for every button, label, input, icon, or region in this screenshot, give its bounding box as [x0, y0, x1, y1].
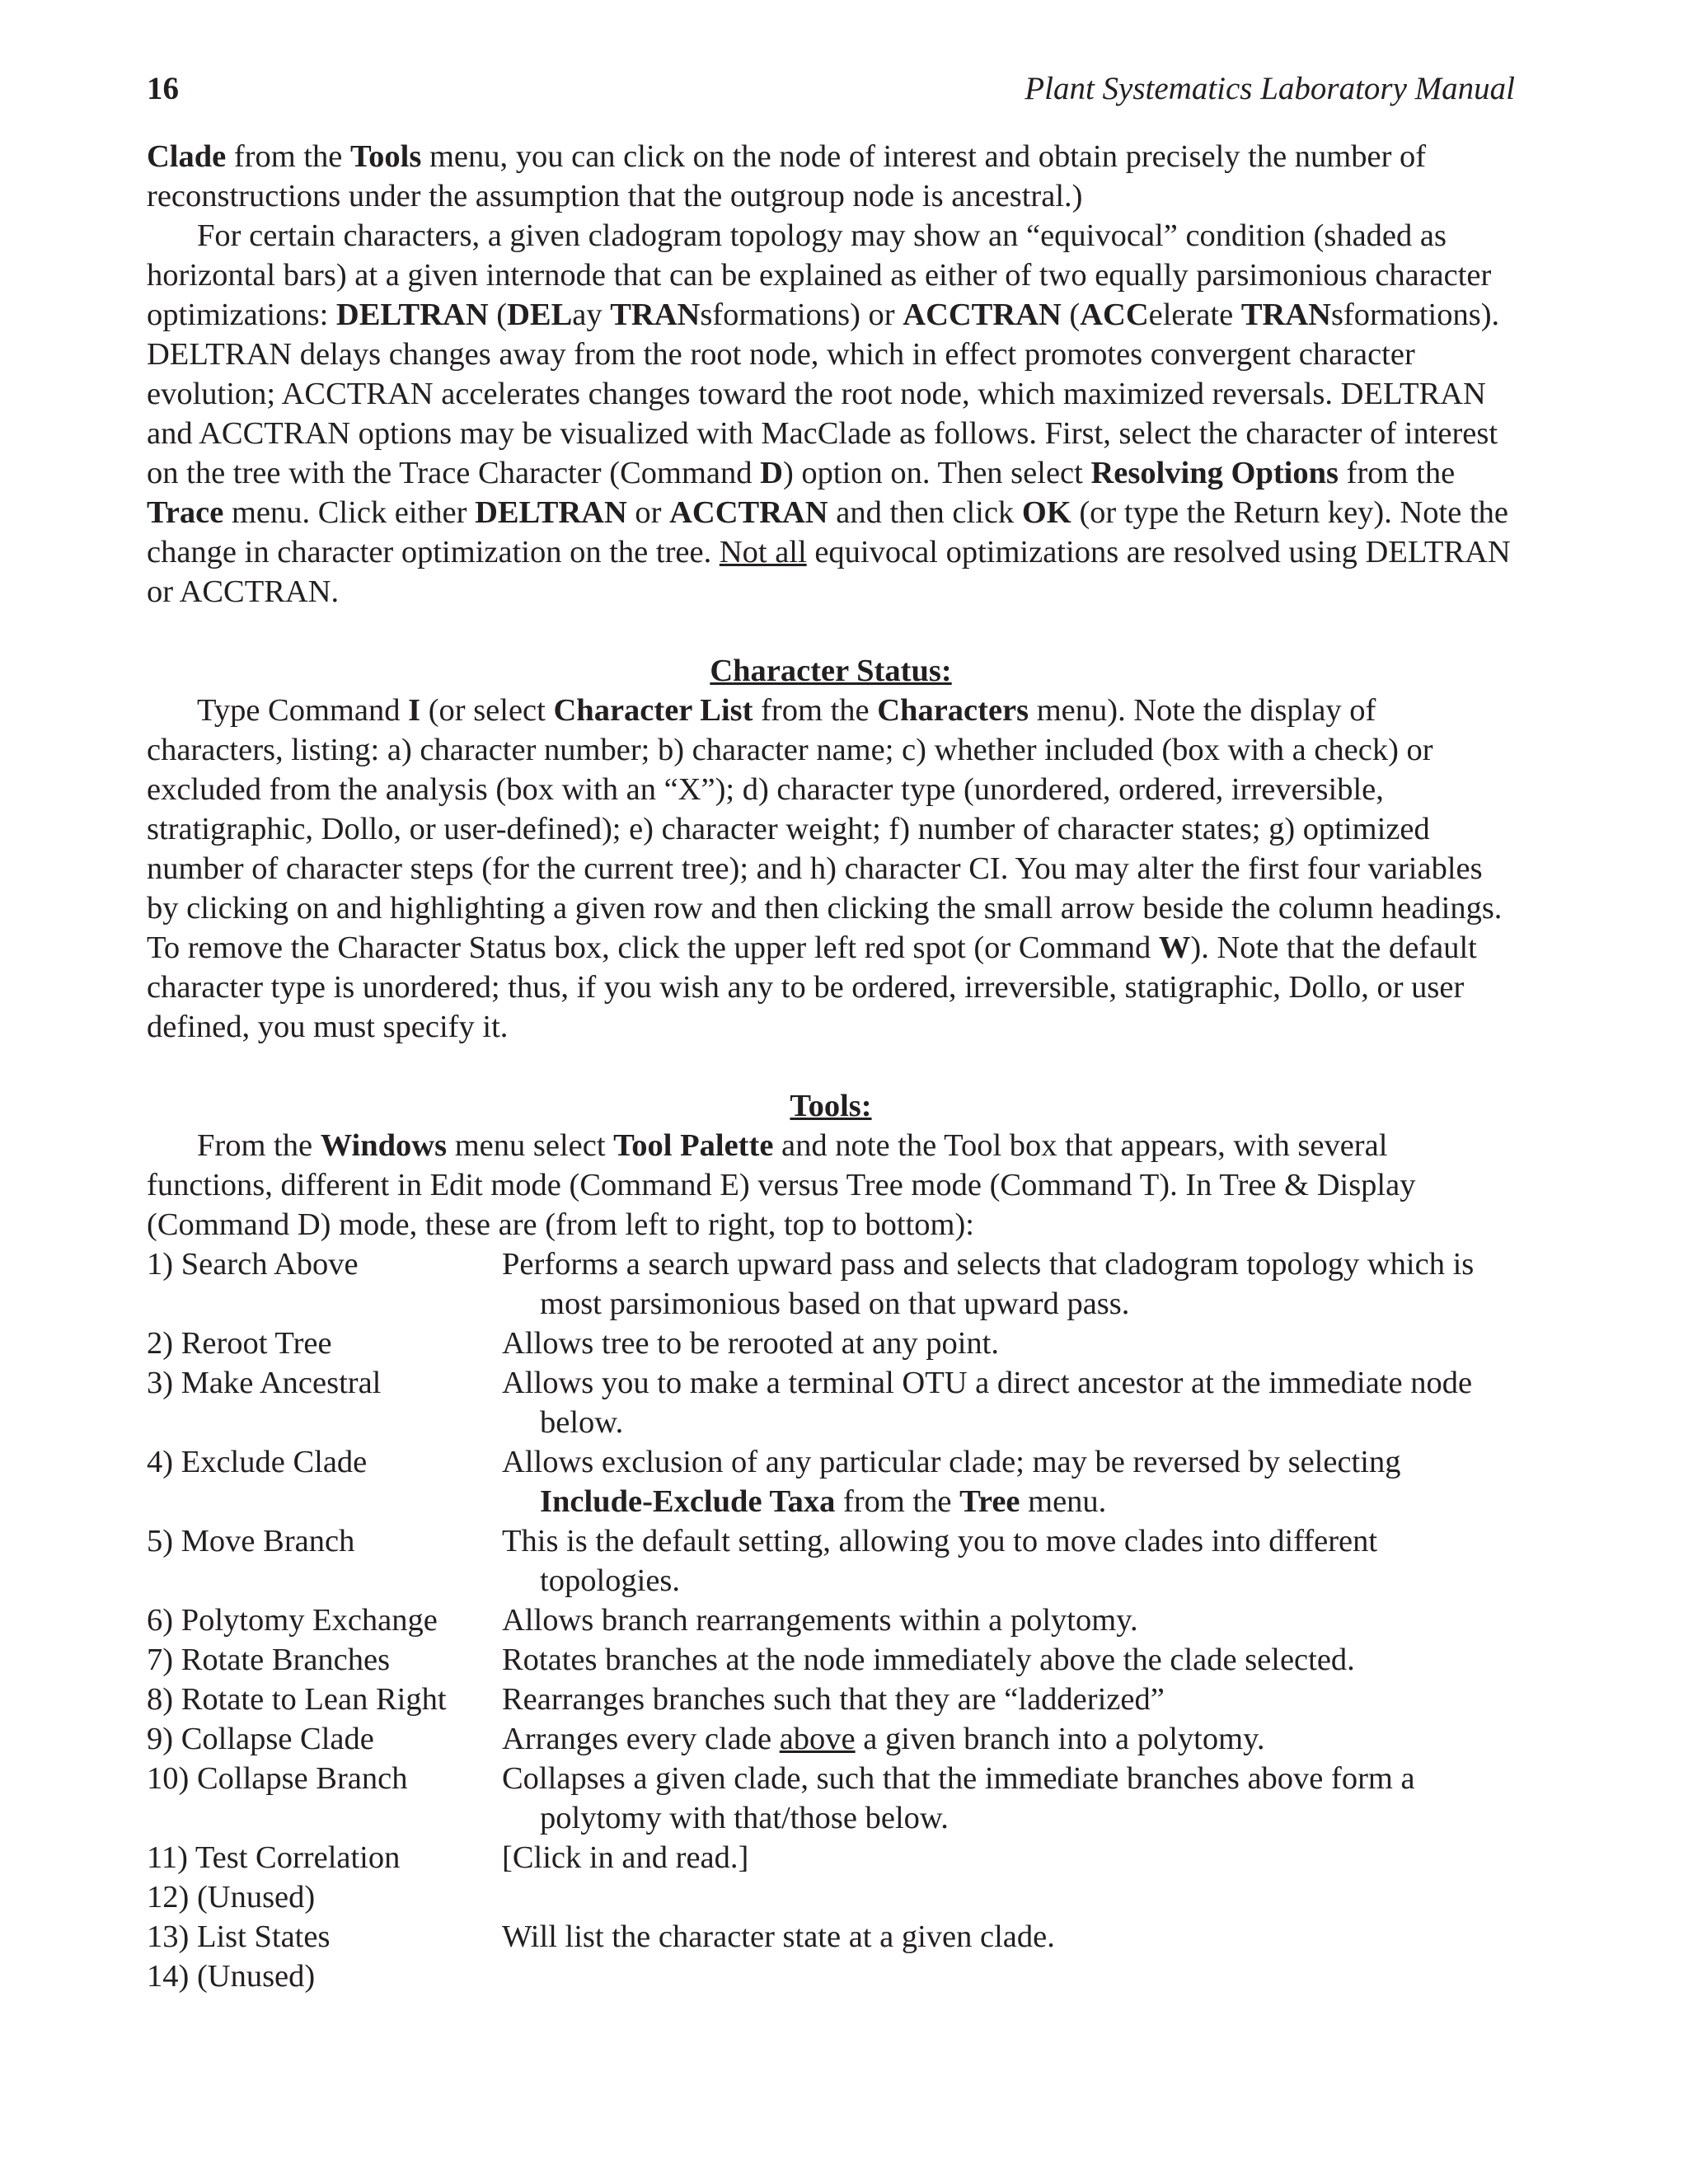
- character-status-paragraph: Type Command I (or select Character List from the Characters menu). Note the display of characters, listing: a) character number; b) character name; c) whether included (box with a check) or excluded from the analysis (box with an “X”); d) character type (unordered, ordered, irreversible, stratigraphic, Dollo, or user-defined); e) character weight; f) number of character states; g) optimized number of character steps (for the current tree); and h) character CI. You may alter the first four variables by clicking on and highlighting a given row and then clicking the small arrow beside the column headings. To remove the Character Status box, click the upper left red spot (or Command W). Note that the default character type is unordered; thus, if you wish any to be ordered, irreversible, statigraphic, Dollo, or user defined, you must specify it.: [147, 693, 1503, 1044]
- tool-name: 14) (Unused): [147, 1959, 316, 1994]
- tool-description: This is the default setting, allowing you to move clades into different topologies.: [502, 1524, 1378, 1598]
- tool-item: [147, 1244, 1515, 1324]
- tool-name: 12) (Unused): [147, 1880, 316, 1915]
- tool-item: [147, 1759, 1515, 1838]
- tool-item: [147, 1442, 1515, 1521]
- intro-paragraph-continued: Clade from the Tools menu, you can click on the node of interest and obtain precisely the number of reconstructions under the assumption that the outgroup node is ancestral.): [147, 139, 1427, 213]
- tool-name: 10) Collapse Branch: [147, 1761, 408, 1796]
- tool-description: Allows tree to be rerooted at any point.: [502, 1326, 999, 1361]
- tool-item: [147, 1521, 1515, 1601]
- tool-description: Arranges every clade above a given branch into a polytomy.: [502, 1722, 1265, 1756]
- document-page: [147, 69, 1515, 1996]
- tool-description: Allows you to make a terminal OTU a direct ancestor at the immediate node below.: [502, 1366, 1473, 1440]
- tools-intro-paragraph: From the Windows menu select Tool Palette and note the Tool box that appears, with several functions, different in Edit mode (Command E) versus Tree mode (Command T). In Tree & Display (Command D) mode, these are (from left to right, top to bottom):: [147, 1128, 1416, 1242]
- page-header: [147, 69, 1515, 115]
- character-status-heading: Character Status:: [710, 654, 952, 688]
- tool-name: 8) Rotate to Lean Right: [147, 1682, 447, 1717]
- tool-name: 1) Search Above: [147, 1247, 359, 1282]
- tool-item: [147, 1917, 1515, 1957]
- page-number: 16: [147, 71, 179, 106]
- tool-name: 4) Exclude Clade: [147, 1445, 368, 1479]
- tool-name: 3) Make Ancestral: [147, 1366, 382, 1400]
- tool-description: Performs a search upward pass and selects that cladogram topology which is most parsimonious based on that upward pass.: [502, 1247, 1475, 1321]
- tool-description: Rearranges branches such that they are “ladderized”: [502, 1682, 1165, 1717]
- tool-name: 5) Move Branch: [147, 1524, 355, 1558]
- tool-item: [147, 1838, 1515, 1877]
- tool-description: Will list the character state at a given clade.: [502, 1919, 1055, 1954]
- tool-item: [147, 1324, 1515, 1363]
- tool-description: [502, 1957, 1515, 1996]
- tool-item: [147, 1877, 1515, 1917]
- tool-item: [147, 1601, 1515, 1640]
- tool-item: [147, 1680, 1515, 1719]
- deltran-acctran-paragraph: For certain characters, a given cladogram topology may show an “equivocal” condition (shaded as horizontal bars) at a given internode that can be explained as either of two equally parsimonious character optimizations: DELTRAN (DELay TRANsformations) or ACCTRAN (ACCelerate TRANsformations). DELTRAN delays changes away from the root node, which in effect promotes convergent character evolution; ACCTRAN accelerates changes toward the root node, which maximized reversals. DELTRAN and ACCTRAN options may be visualized with MacClade as follows. First, select the character of interest on the tree with the Trace Character (Command D) option on. Then select Resolving Options from the Trace menu. Click either DELTRAN or ACCTRAN and then click OK (or type the Return key). Note the change in character optimization on the tree. Not all equivocal optimizations are resolved using DELTRAN or ACCTRAN.: [147, 218, 1511, 609]
- tool-name: 2) Reroot Tree: [147, 1326, 332, 1361]
- tool-description: Collapses a given clade, such that the immediate branches above form a polytomy with that/those below.: [502, 1761, 1415, 1835]
- tool-item: [147, 1719, 1515, 1759]
- tool-description: [502, 1877, 1515, 1917]
- tool-description: Allows branch rearrangements within a polytomy.: [502, 1603, 1138, 1638]
- tool-item: [147, 1957, 1515, 1996]
- tools-heading: Tools:: [790, 1089, 872, 1123]
- running-title: Plant Systematics Laboratory Manual: [1025, 71, 1515, 106]
- tool-name: 6) Polytomy Exchange: [147, 1603, 438, 1638]
- tool-name: 13) List States: [147, 1919, 331, 1954]
- tool-name: 7) Rotate Branches: [147, 1643, 391, 1677]
- tool-list: [147, 1244, 1515, 1996]
- tool-name: 11) Test Correlation: [147, 1840, 401, 1875]
- tool-item: [147, 1640, 1515, 1680]
- tool-name: 9) Collapse Clade: [147, 1722, 374, 1756]
- tool-description: [Click in and read.]: [502, 1840, 749, 1875]
- tool-description: Rotates branches at the node immediately above the clade selected.: [502, 1643, 1355, 1677]
- tool-description: Allows exclusion of any particular clade; may be reversed by selecting Include-Exclude Taxa from the Tree menu.: [502, 1445, 1401, 1519]
- tool-item: [147, 1363, 1515, 1442]
